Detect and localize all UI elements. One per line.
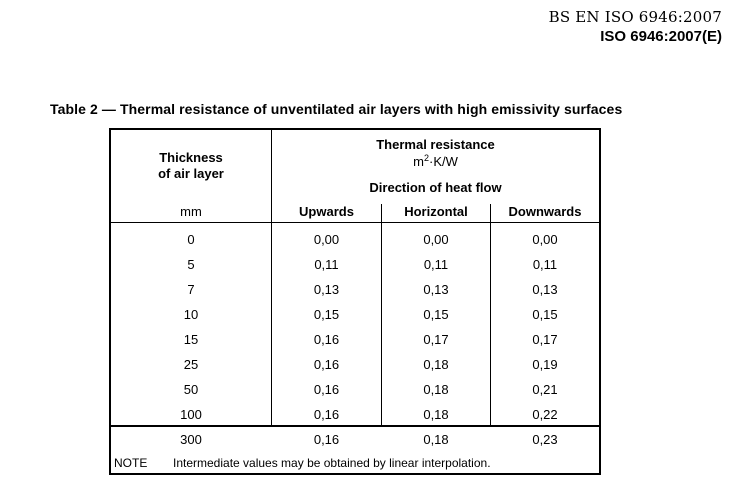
- note-label: NOTE: [114, 456, 148, 470]
- thickness-cell: 50: [183, 382, 199, 397]
- horizontal-cell: 0,18: [423, 407, 449, 422]
- note-text: Intermediate values may be obtained by linear interpolation.: [173, 456, 491, 470]
- horizontal-cell: 0,18: [423, 432, 449, 447]
- downwards-cell: 0,17: [532, 332, 558, 347]
- column-header-downwards: Downwards: [508, 204, 582, 219]
- downwards-cell: 0,15: [532, 307, 558, 322]
- upwards-cell: 0,16: [313, 332, 340, 347]
- resistance-unit: [272, 154, 599, 169]
- downwards-cell: 0,00: [532, 232, 558, 247]
- thickness-cell: 10: [183, 307, 199, 322]
- column-header-horizontal: Horizontal: [404, 204, 468, 219]
- thickness-cell: 15: [183, 332, 199, 347]
- unit-base: m: [413, 154, 424, 169]
- downwards-cell: 0,13: [532, 282, 558, 297]
- horizontal-cell: 0,11: [423, 257, 449, 272]
- downwards-cell: 0,11: [532, 257, 558, 272]
- upwards-cell: 0,15: [313, 307, 340, 322]
- horizontal-cell: 0,15: [423, 307, 449, 322]
- upwards-cell: 0,16: [313, 432, 340, 447]
- thickness-cell: 0: [187, 232, 195, 247]
- unit-rest: ·K/W: [428, 154, 458, 169]
- horizontal-cell: 0,17: [423, 332, 449, 347]
- upwards-cell: 0,13: [313, 282, 340, 297]
- downwards-cell: 0,23: [532, 432, 558, 447]
- thickness-cell: 25: [183, 357, 199, 372]
- downwards-cell: 0,21: [532, 382, 558, 397]
- thickness-cell: 5: [187, 257, 195, 272]
- thickness-header: [131, 150, 251, 182]
- downwards-cell: 0,22: [532, 407, 558, 422]
- unit-exponent: 2: [423, 153, 429, 163]
- thickness-unit: mm: [180, 204, 202, 219]
- horizontal-cell: 0,18: [423, 357, 449, 372]
- iso-reference: ISO 6946:2007(E): [600, 28, 722, 45]
- downwards-cell: 0,19: [532, 357, 558, 372]
- table-caption: Table 2 — Thermal resistance of unventilated air layers with high emissivity surfaces: [50, 101, 623, 117]
- thickness-cell: 100: [180, 407, 202, 422]
- thickness-header-line2: of air layer: [158, 166, 224, 181]
- upwards-cell: 0,16: [313, 407, 340, 422]
- upwards-cell: 0,00: [313, 232, 340, 247]
- standard-reference: BS EN ISO 6946:2007: [548, 8, 722, 26]
- note-rule: [111, 425, 599, 427]
- resistance-header: Thermal resistance: [376, 137, 495, 152]
- thickness-cell: 300: [180, 432, 202, 447]
- upwards-cell: 0,16: [313, 382, 340, 397]
- horizontal-cell: 0,13: [423, 282, 449, 297]
- horizontal-cell: 0,18: [423, 382, 449, 397]
- horizontal-cell: 0,00: [423, 232, 449, 247]
- thickness-header-line1: Thickness: [159, 150, 223, 165]
- header-rule: [111, 222, 599, 223]
- direction-header: Direction of heat flow: [369, 180, 502, 195]
- column-header-upwards: Upwards: [299, 204, 354, 219]
- thickness-cell: 7: [187, 282, 195, 297]
- upwards-cell: 0,16: [313, 357, 340, 372]
- upwards-cell: 0,11: [314, 257, 339, 272]
- thermal-resistance-table: [109, 128, 601, 475]
